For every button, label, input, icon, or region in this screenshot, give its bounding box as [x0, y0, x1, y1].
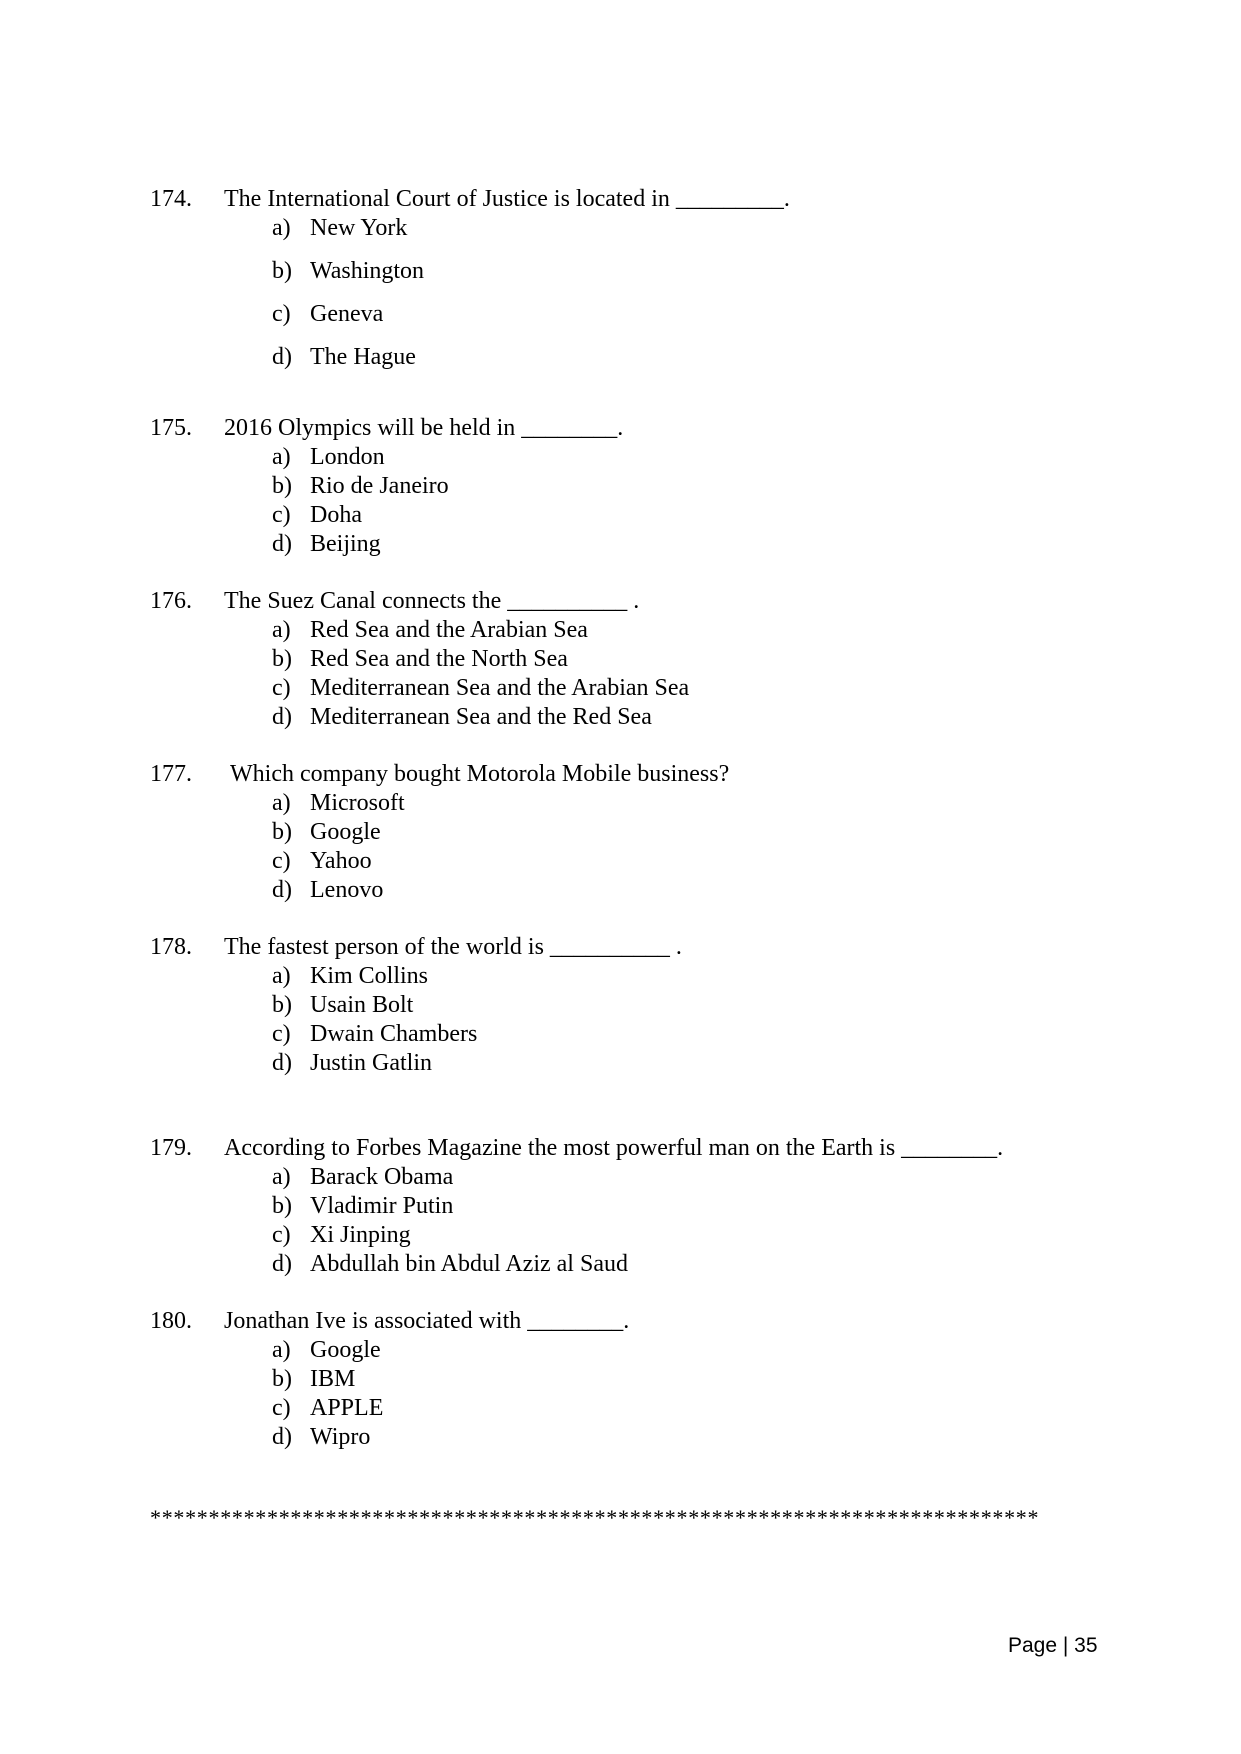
option-text: Doha [310, 502, 362, 528]
option-letter: a) [272, 617, 291, 643]
question-number: 178. [150, 934, 192, 960]
option-letter: d) [272, 531, 292, 557]
option-text: Google [310, 819, 381, 845]
question-number: 174. [150, 186, 192, 212]
option [272, 473, 972, 499]
option [272, 1366, 972, 1392]
option-text: Microsoft [310, 790, 405, 816]
option [272, 790, 972, 816]
option [272, 1337, 972, 1363]
option [272, 963, 972, 989]
option-text: Mediterranean Sea and the Red Sea [310, 704, 652, 730]
option-text: Rio de Janeiro [310, 473, 449, 499]
option [272, 704, 972, 730]
option [272, 531, 972, 557]
option-text: Vladimir Putin [310, 1193, 454, 1219]
option-text: Red Sea and the Arabian Sea [310, 617, 588, 643]
option-letter: b) [272, 1366, 292, 1392]
question-block [150, 415, 1050, 555]
option [272, 1050, 972, 1076]
option-letter: a) [272, 790, 291, 816]
option-letter: b) [272, 1193, 292, 1219]
option-text: Geneva [310, 301, 384, 327]
option-text: Google [310, 1337, 381, 1363]
question-number: 177. [150, 761, 192, 787]
option-text: Mediterranean Sea and the Arabian Sea [310, 675, 690, 701]
option-letter: c) [272, 1021, 291, 1047]
option-text: Lenovo [310, 877, 384, 903]
option-letter: c) [272, 848, 291, 874]
question-text: The Suez Canal connects the __________ . [224, 588, 640, 614]
option-text: Beijing [310, 531, 381, 557]
option [272, 848, 972, 874]
option-letter: d) [272, 704, 292, 730]
option-text: Abdullah bin Abdul Aziz al Saud [310, 1251, 628, 1277]
question-text: The fastest person of the world is __________ . [224, 934, 682, 960]
question-block [150, 1308, 1050, 1448]
option [272, 992, 972, 1018]
page-number-footer: Page | 35 [1008, 1634, 1098, 1657]
option [272, 444, 972, 470]
option-text: Barack Obama [310, 1164, 454, 1190]
option-letter: c) [272, 675, 291, 701]
option [272, 502, 972, 528]
option-text: Justin Gatlin [310, 1050, 433, 1076]
option [272, 877, 972, 903]
option-letter: d) [272, 344, 292, 370]
question-block [150, 588, 1050, 728]
option-letter: c) [272, 1222, 291, 1248]
option [272, 344, 972, 370]
question-block [150, 186, 1050, 386]
option-letter: d) [272, 1251, 292, 1277]
option [272, 1021, 972, 1047]
option [272, 258, 972, 284]
question-text: Which company bought Motorola Mobile business? [230, 761, 730, 787]
question-number: 176. [150, 588, 192, 614]
option-text: Red Sea and the North Sea [310, 646, 568, 672]
option-text: Yahoo [310, 848, 372, 874]
option [272, 1164, 972, 1190]
option [272, 301, 972, 327]
option-text: The Hague [310, 344, 416, 370]
option [272, 617, 972, 643]
option [272, 675, 972, 701]
option-text: Washington [310, 258, 425, 284]
option-letter: b) [272, 646, 292, 672]
question-text: 2016 Olympics will be held in ________. [224, 415, 624, 441]
option-letter: a) [272, 1337, 291, 1363]
question-text: The International Court of Justice is located in _________. [224, 186, 790, 212]
option-text: Xi Jinping [310, 1222, 411, 1248]
option [272, 1193, 972, 1219]
option-text: APPLE [310, 1395, 384, 1421]
option-text: London [310, 444, 385, 470]
question-number: 175. [150, 415, 192, 441]
option [272, 1222, 972, 1248]
option [272, 819, 972, 845]
option-letter: a) [272, 963, 291, 989]
option-letter: b) [272, 819, 292, 845]
option-letter: a) [272, 1164, 291, 1190]
option [272, 215, 972, 241]
option-letter: a) [272, 215, 291, 241]
option-text: Wipro [310, 1424, 371, 1450]
separator-line: **************************************************************************** [150, 1505, 1040, 1530]
question-text: According to Forbes Magazine the most powerful man on the Earth is ________. [224, 1135, 1004, 1161]
option [272, 1424, 972, 1450]
option [272, 646, 972, 672]
option-letter: c) [272, 1395, 291, 1421]
question-text: Jonathan Ive is associated with ________. [224, 1308, 630, 1334]
option-letter: c) [272, 502, 291, 528]
option-text: Kim Collins [310, 963, 429, 989]
option [272, 1395, 972, 1421]
option-letter: b) [272, 473, 292, 499]
question-block [150, 1135, 1100, 1275]
question-number: 180. [150, 1308, 192, 1334]
option-letter: d) [272, 1050, 292, 1076]
question-block [150, 934, 1050, 1074]
option-text: Dwain Chambers [310, 1021, 478, 1047]
option-text: IBM [310, 1366, 356, 1392]
option [272, 1251, 972, 1277]
option-letter: a) [272, 444, 291, 470]
option-letter: d) [272, 877, 292, 903]
option-letter: d) [272, 1424, 292, 1450]
option-letter: b) [272, 258, 292, 284]
option-text: New York [310, 215, 408, 241]
option-text: Usain Bolt [310, 992, 414, 1018]
option-letter: c) [272, 301, 291, 327]
question-number: 179. [150, 1135, 192, 1161]
question-block [150, 761, 1050, 901]
option-letter: b) [272, 992, 292, 1018]
